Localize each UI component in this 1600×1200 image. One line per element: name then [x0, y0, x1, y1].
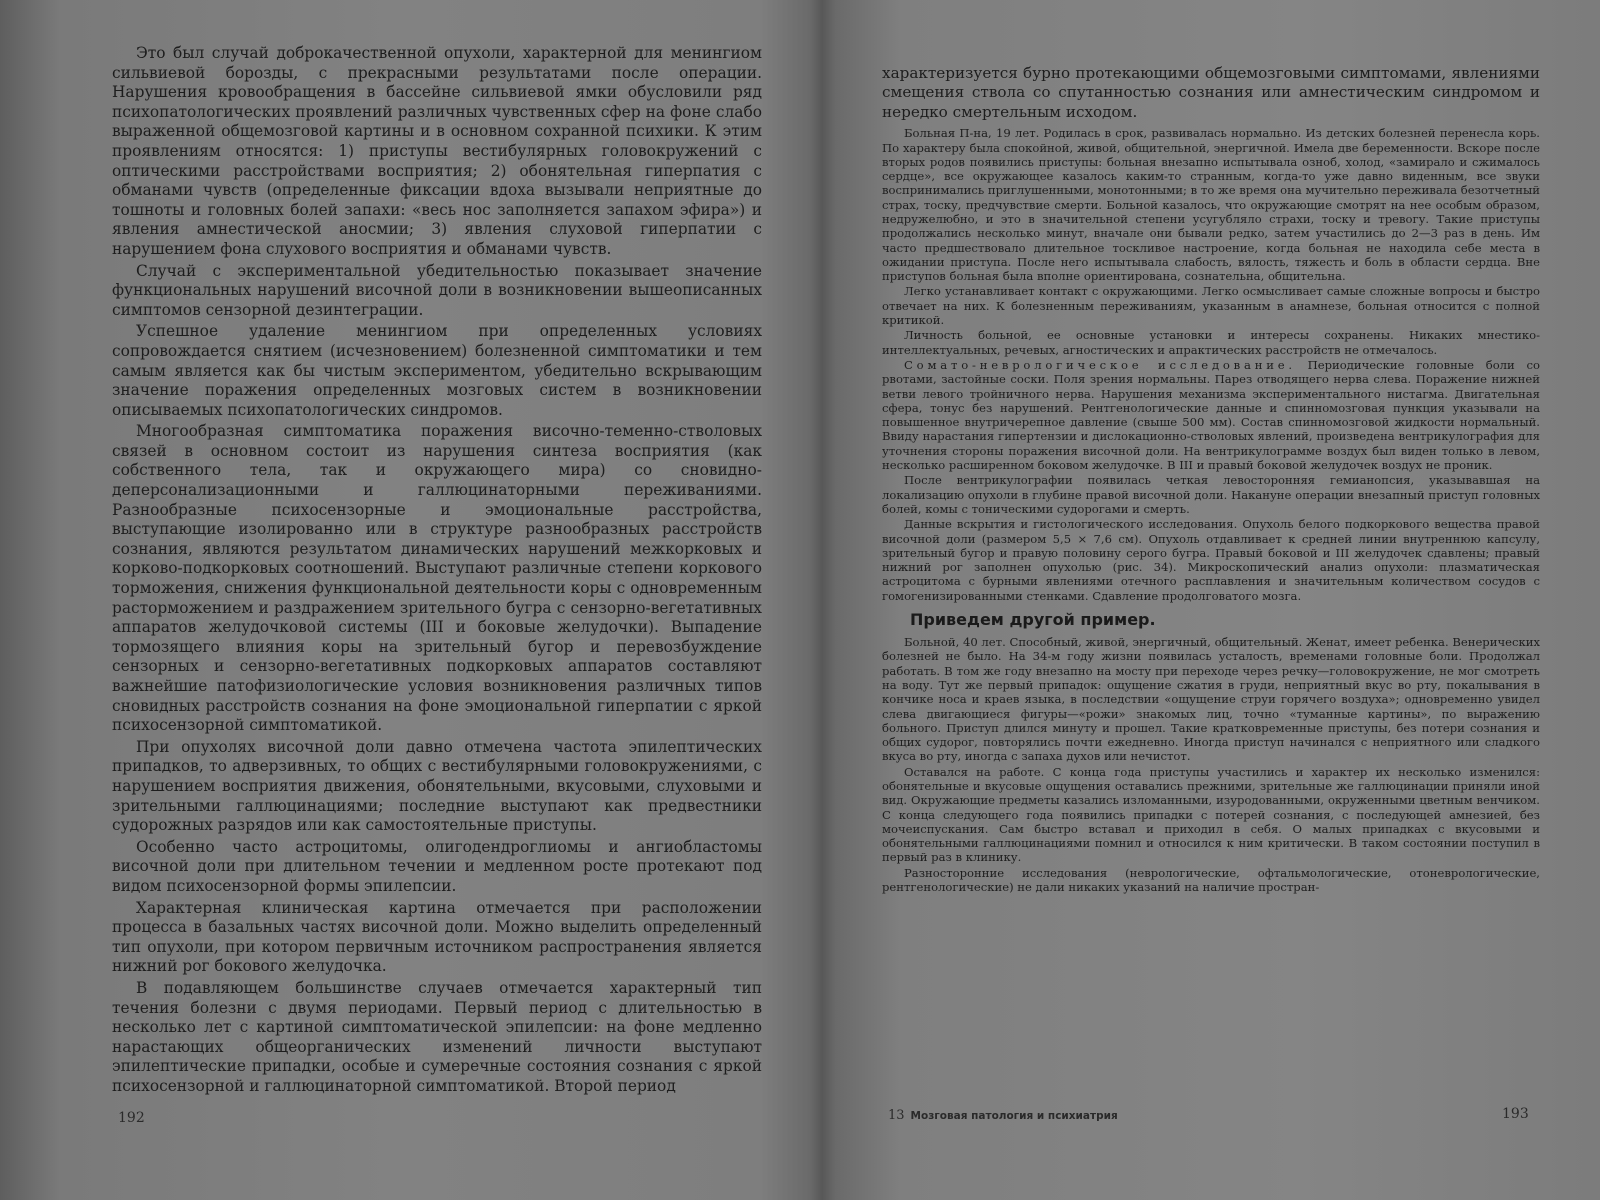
signature-number: 13 — [888, 1108, 905, 1123]
exam-paragraph — [882, 358, 1540, 472]
case-paragraph: Личность больной, ее основные установки и интересы сохранены. Никаких мнестико-интеллектуальных, речевых, агностических и апрактических расстройств не отмечалось. — [882, 328, 1540, 357]
case-paragraph: После вентрикулографии появилась четкая левосторонняя гемианопсия, указывавшая на локализацию опухоли в глубине правой височной доли. Накануне операции внезапный приступ головных болей, комы с тоническими судорогами и смерть. — [882, 473, 1540, 516]
page-footer — [888, 1108, 1118, 1123]
case-paragraph: Оставался на работе. С конца года приступы участились и характер их несколько изменился: обонятельные и вкусовые ощущения оставались прежними, зрительные же галлюцинации приняли иной вид. Окружающие предметы казались изломанными, изуродованными, окруженными цветным венчиком. С конца следующего года появились припадки с потерей сознания, с последующей амнезией, без мочеиспускания. Сам быстро вставал и приходил в себя. О малых припадках с вкусовыми и обонятельными галлюцинациями помнил и относился к ним критически. В таком состоянии поступил в первый раз в клинику. — [882, 764, 1540, 865]
case-paragraph: Больной, 40 лет. Способный, живой, энергичный, общительный. Женат, имеет ребенка. Венерических болезней не было. На 34-м году жизни появилась усталость, временами головные боли. Продолжал работать. В том же году внезапно на мосту при переходе через речку—головокружение, не мог смотреть на воду. Тут же первый припадок: ощущение сжатия в груди, неприятный вкус во рту, покалывания в кончике носа и краев языка, в последствии «ощущение струи горячего воздуха»; одновременно увидел слева двигающиеся фигуры—«рожи» знакомых лиц, точно «туманные картины», по выражению больного. Приступ длился минуту и прошел. Такие кратковременные приступы, без потери сознания и общих судорог, повторялись почти ежедневно. Иногда приступ начинался с неприятного или сладкого вкуса во рту, иногда с запаха духов или нечистот. — [882, 635, 1540, 764]
case-paragraph: Легко устанавливает контакт с окружающими. Легко осмысливает самые сложные вопросы и быстро отвечает на них. К болезненным переживаниям, указанным в анамнезе, больная относится с полной критикой. — [882, 284, 1540, 328]
paragraph: Успешное удаление менингиом при определенных условиях сопровождается снятием (исчезновением) болезненной симптоматики и тем самым является как бы чистым экспериментом, убедительно вскрывающим значение поражения определенных мозговых систем в возникновении описываемых психопатологических синдромов. — [112, 322, 762, 419]
section-subheading: Приведем другой пример. — [910, 610, 1156, 630]
footer-title: Мозговая патология и психиатрия — [910, 1110, 1118, 1122]
paragraph: Это был случай доброкачественной опухоли, характерной для менингиом сильвиевой борозды, с прекрасными результатами после операции. Нарушения кровообращения в бассейне сильвиевой ямки обусловили ряд психопатологических проявлений различных чувственных сфер на фоне слабо выраженной общемозговой картины и в основном сохранной психики. К этим проявлениям относятся: 1) приступы вестибулярных головокружений с оптическими расстройствами восприятия; 2) обонятельная гиперпатия с обманами чувств (определенные фиксации вдоха вызывали неприятные до тошноты и головных болей запахи: «весь нос заполняется запахом эфира») и явления амнестической аносмии; 3) явления слуховой гиперпатии с нарушением фона слухового восприятия и обманами чувств. — [112, 44, 762, 258]
exam-heading: Сомато-неврологическое исследование. — [904, 357, 1296, 372]
case-paragraph: Разносторонние исследования (неврологические, офтальмологические, отоневрологические, рентгенологические) не дали никаких указаний на наличие простран- — [882, 865, 1540, 895]
left-text-column — [112, 44, 762, 1098]
case-paragraph: Больная П-на, 19 лет. Родилась в срок, развивалась нормально. Из детских болезней перенесла корь. По характеру была спокойной, живой, общительной, энергичной. Имела две беременности. Вскоре после вторых родов появились приступы: больная внезапно испытывала озноб, холод, «замирало и сжималось сердце», все окружающее казалось каким-то странным, когда-то уже давно виденным, все звуки воспринимались приглушенными, монотонными; в то же время она мучительно переживала безотчетный страх, тоску, предчувствие смерти. Больной казалось, что окружающие смотрят на нее особым образом, недружелюбно, и это в значительной степени усугубляло страхи, тоску и тревогу. Такие приступы продолжались несколько минут, вначале они бывали редко, затем участились до 2—3 раз в день. Им часто предшествовало длительное тоскливое настроение, когда больная не находила себе места в ожидании приступа. После него испытывала слабость, вялость, тяжесть и боль в области сердца. Вне приступов больная была вполне ориентирована, сознательна, общительна. — [882, 126, 1540, 284]
paragraph: При опухолях височной доли давно отмечена частота эпилептических припадков, то адверзивных, то общих с вестибулярными головокружениями, с нарушением восприятия движения, обонятельными, вкусовыми, слуховыми и зрительными галлюцинациями; последние выступают как предвестники судорожных разрядов или как самостоятельные приступы. — [112, 737, 762, 835]
paragraph: Характерная клиническая картина отмечается при расположении процесса в базальных частях височной доли. Можно выделить определенный тип опухоли, при котором первичным источником распространения является нижний рог бокового желудочка. — [112, 898, 762, 976]
paragraph: Особенно часто астроцитомы, олигодендроглиомы и ангиобластомы височной доли при длительном течении и медленном росте протекают под видом психосензорной формы эпилепсии. — [112, 837, 762, 895]
paragraph: В подавляющем большинстве случаев отмечается характерный тип течения болезни с двумя периодами. Первый период с длительностью в несколько лет с картиной симптоматической эпилепсии: на фоне медленно нарастающих общеорганических изменений личности выступают эпилептические припадки, особые и сумеречные состояния сознания с яркой психосензорной и галлюцинаторной симптоматикой. Второй период — [112, 978, 762, 1095]
page-number-left: 192 — [118, 1110, 145, 1126]
case-paragraph: Данные вскрытия и гистологического исследования. Опухоль белого подкоркового вещества правой височной доли (размером 5,5 × 7,6 см). Опухоль отдавливает к средней линии внутреннюю капсулу, зрительный бугор и правую половину серого бугра. Правый боковой и III желудочек сдавлены; правый нижний рог заполнен опухолью (рис. 34). Микроскопический анализ опухоли: плазматическая астроцитома с бурными явлениями отечного расплавления и значительным количеством сосудов с гомогенизированными стенками. Сдавление продолговатого мозга. — [882, 517, 1540, 603]
exam-text: Периодические головные боли со рвотами, застойные соски. Поля зрения нормальны. Парез отводящего нерва слева. Поражение нижней ветви левого тройничного нерва. Нарушения механизма экспериментального нистагма. Двигательная сфера, тонус без нарушений. Рентгенологические данные и спинномозговая пункция указывали на повышенное внутричерепное давление (свыше 500 мм). Состав спинномозговой жидкости нормальный. Ввиду нарастания гипертензии и дислокационно-стволовых явлений, произведена вентрикулография для уточнения стороны поражения височной доли. На вентрикулограмме воздух был виден только в левом, несколько расширенном боковом желудочке. В III и правый боковой желудочек воздух не проник. — [882, 357, 1540, 473]
right-text-column — [882, 64, 1540, 895]
page-number-right: 193 — [1502, 1106, 1529, 1122]
intro-paragraph: характеризуется бурно протекающими общемозговыми симптомами, явлениями смещения ствола со спутанностью сознания или амнестическим синдромом и нередко смертельным исходом. — [882, 64, 1540, 121]
paragraph: Случай с экспериментальной убедительностью показывает значение функциональных нарушений височной доли в возникновении вышеописанных симптомов сензорной дезинтеграции. — [112, 261, 762, 319]
right-page — [830, 0, 1600, 1200]
paragraph: Многообразная симптоматика поражения височно-теменно-стволовых связей в основном состоит из нарушения синтеза восприятия (как собственного тела, так и окружающего мира) со сновидно-деперсонализационными и галлюцинаторными переживаниями. Разнообразные психосензорные и эмоциональные расстройства, выступающие изолированно или в структуре разнообразных расстройств сознания, являются результатом динамических нарушений межкорковых и корково-подкорковых соотношений. Выступают различные степени коркового торможения, снижения функциональной деятельности коры с одновременным расторможением и раздражением зрительного бугра с сензорно-вегетативных аппаратов желудочковой системы (III и боковые желудочки). Выпадение тормозящего влияния коры на зрительный бугор и перевозбуждение сензорных и сензорно-вегетативных подкорковых аппаратов составляют важнейшие патофизиологические условия возникновения различных типов сновидных расстройств сознания на фоне эмоциональной гиперпатии с яркой психосензорной симптоматикой. — [112, 422, 762, 735]
